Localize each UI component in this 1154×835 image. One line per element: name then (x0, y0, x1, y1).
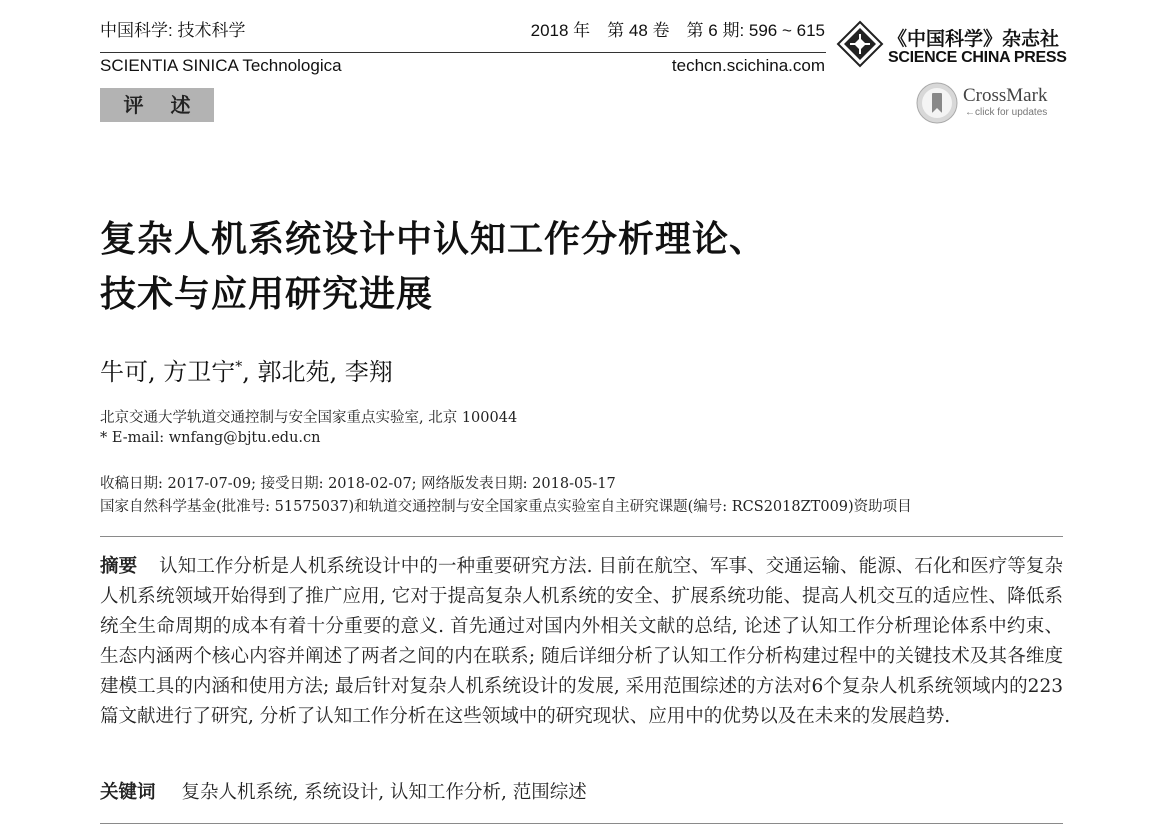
journal-url[interactable]: techcn.scichina.com (671, 56, 825, 75)
abstract-bottom-rule (100, 823, 1063, 824)
abstract-text: 认知工作分析是人机系统设计中的一种重要研究方法. 目前在航空、军事、交通运输、能源、石化和医疗等复杂人机系统领域开始得到了推广应用, 它对于提高复杂人机系统的安全、扩展系统功能、提高人机交互的适应性、降低系统全生命周期的成本有着十分重要的意义. 首先通过对国内外相关文献的总结, 论述了认知工作分析理论体系中约束、生态内涵两个核心内容并阐述了两者之间的内在联系; 随后详细分析了认知工作分析构建过程中的关键技术及其各维度建模工具的内涵和使用方法; 最后针对复杂人机系统设计的发展, 采用范围综述的方法对6个复杂人机系统领域内的223篇文献进行了研究, 分析了认知工作分析在这些领域中的研究现状、应用中的优势以及在未来的发展趋势. (100, 556, 1063, 727)
issue-info: 2018 年 第 48 卷 第 6 期: 596 ~ 615 (530, 21, 825, 40)
corresponding-mark: * (235, 359, 243, 375)
keywords-label: 关键词 (100, 782, 156, 803)
title-line-2: 技术与应用研究进展 (100, 274, 434, 315)
affiliation: 北京交通大学轨道交通控制与安全国家重点实验室, 北京 100044 (100, 410, 518, 426)
crossmark-sub-label: click for updates (975, 107, 1048, 118)
crossmark-label[interactable]: CrossMark (963, 85, 1048, 106)
publisher-name-cn: 《中国科学》杂志社 (888, 28, 1060, 50)
section-tag: 评 述 (100, 88, 214, 122)
keywords-text: 复杂人机系统, 系统设计, 认知工作分析, 范围综述 (181, 782, 587, 803)
journal-title-cn: 中国科学: 技术科学 (100, 21, 246, 40)
authors-rest: , 郭北苑, 李翔 (242, 358, 393, 386)
corresponding-email[interactable]: * E-mail: wnfang@bjtu.edu.cn (100, 430, 321, 446)
abstract (100, 552, 1063, 732)
authors-first: 牛可, 方卫宁 (100, 358, 236, 386)
crossmark-sub[interactable] (965, 107, 1047, 118)
funding-info: 国家自然科学基金(批准号: 51575037)和轨道交通控制与安全国家重点实验室自主研究课题(编号: RCS2018ZT009)资助项目 (100, 499, 912, 515)
header-rule (100, 52, 826, 53)
article-title (100, 212, 766, 322)
crossmark-icon[interactable] (916, 82, 958, 124)
journal-title-en: SCIENTIA SINICA Technologica (100, 56, 342, 75)
publisher-logo-icon (836, 20, 884, 68)
title-line-1: 复杂人机系统设计中认知工作分析理论、 (100, 219, 767, 260)
keywords (100, 778, 587, 804)
publisher-name-en: SCIENCE CHINA PRESS (888, 49, 1067, 66)
author-list (100, 352, 393, 387)
article-dates: 收稿日期: 2017-07-09; 接受日期: 2018-02-07; 网络版发表日期: 2018-05-17 (100, 476, 616, 492)
arrow-left-icon: ← (965, 107, 975, 118)
abstract-label: 摘要 (100, 556, 138, 577)
abstract-top-rule (100, 536, 1063, 537)
